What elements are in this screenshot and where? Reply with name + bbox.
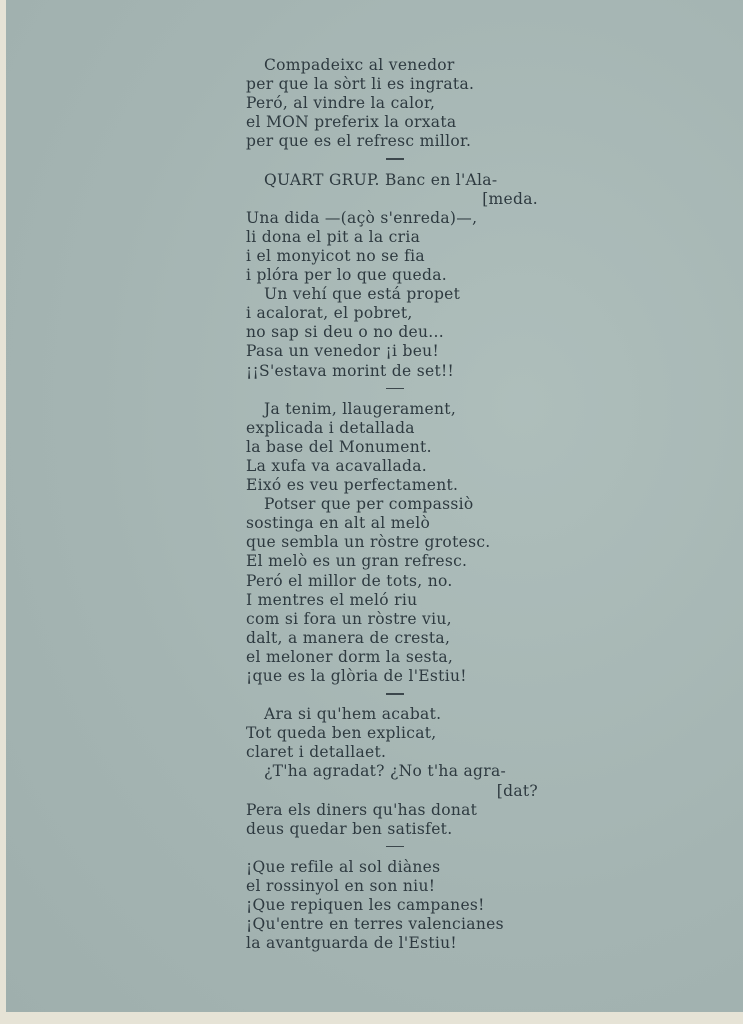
verse-line: dalt, a manera de cresta, <box>246 628 451 647</box>
verse-line: i acalorat, el pobret, <box>246 304 413 323</box>
poem-text <box>246 56 546 953</box>
verse-line: I mentres el meló riu <box>246 590 418 609</box>
verse-line: Pasa un venedor ¡i beu! <box>246 342 439 361</box>
verse-line-continuation: [meda. <box>482 189 538 208</box>
stanza-separator <box>246 839 546 858</box>
verse-line: ¡Que refile al sol diànes <box>246 857 441 876</box>
verse-line: que sembla un ròstre grotesc. <box>246 533 491 552</box>
stanza-separator <box>246 151 546 170</box>
verse-line: La xufa va acavallada. <box>246 456 428 475</box>
verse-line: claret i detallaet. <box>246 743 387 762</box>
verse-line: sostinga en alt al melò <box>246 514 431 533</box>
book-page <box>6 0 743 1012</box>
verse-line: li dona el pit a la cria <box>246 227 421 246</box>
verse-line: El melò es un gran refresc. <box>246 552 468 571</box>
verse-line: Tot queda ben explicat, <box>246 724 437 743</box>
verse-line: i el monyicot no se fia <box>246 246 425 265</box>
verse-line: ¡¡S'estava morint de set!! <box>246 361 455 380</box>
verse-line: Peró, al vindre la calor, <box>246 94 436 113</box>
verse-line: Un vehí que está propet <box>264 285 461 304</box>
verse-line: no sap si deu o no deu... <box>246 323 444 342</box>
verse-line: per que es el refresc millor. <box>246 132 472 151</box>
verse-line: ¡Que repiquen les campanes! <box>246 896 485 915</box>
verse-line-continuation: [dat? <box>496 781 538 800</box>
verse-line: explicada i detallada <box>246 418 415 437</box>
stanza-separator <box>246 686 546 705</box>
verse-line: Ara si qu'hem acabat. <box>264 705 442 724</box>
verse-line: ¡que es la glòria de l'Estiu! <box>246 667 467 685</box>
verse-line: i plóra per lo que queda. <box>246 266 447 285</box>
verse-line: ¿T'ha agradat? ¿No t'ha agra- <box>264 762 507 781</box>
verse-line: ¡Qu'entre en terres valencianes <box>246 915 504 934</box>
verse-line: el MON preferix la orxata <box>246 113 457 132</box>
verse-line: Ja tenim, llaugerament, <box>264 399 457 418</box>
verse-line: per que la sòrt li es ingrata. <box>246 75 475 94</box>
verse-line: Eixó es veu perfectament. <box>246 476 459 495</box>
verse-line: Pera els diners qu'has donat <box>246 800 478 819</box>
verse-line: Peró el millor de tots, no. <box>246 571 453 590</box>
verse-line: el rossinyol en son niu! <box>246 877 436 896</box>
verse-line: Potser que per compassiò <box>264 495 474 514</box>
verse-line: el meloner dorm la sesta, <box>246 647 454 666</box>
verse-line: com si fora un ròstre viu, <box>246 609 452 628</box>
stanza-separator <box>246 381 546 400</box>
verse-line: la base del Monument. <box>246 437 432 456</box>
section-heading: QUART GRUP. Banc en l'Ala- <box>264 170 498 189</box>
verse-line: la avantguarda de l'Estiu! <box>246 934 457 953</box>
verse-line: Una dida —(açò s'enreda)—, <box>246 208 478 227</box>
verse-line: deus quedar ben satisfet. <box>246 819 453 838</box>
verse-line: Compadeixc al venedor <box>264 56 455 74</box>
